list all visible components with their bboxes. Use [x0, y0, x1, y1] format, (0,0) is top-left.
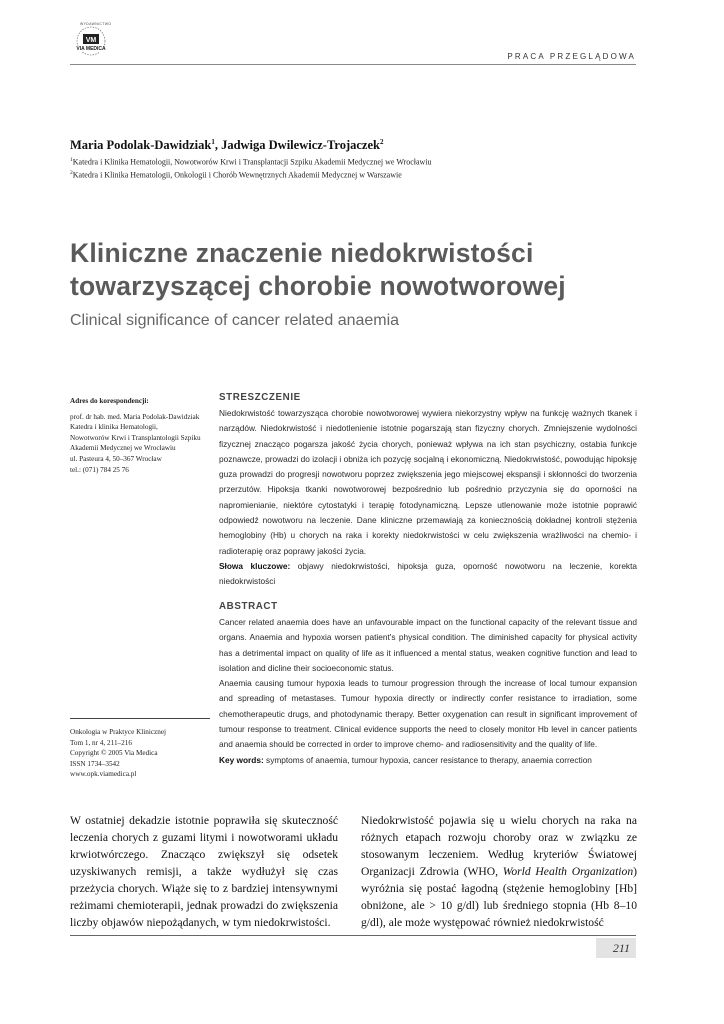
abstract-keywords: [219, 753, 637, 768]
author-2-affil: 2: [379, 138, 384, 146]
journal-line: Onkologia w Praktyce Klinicznej: [70, 728, 167, 736]
bottom-divider: [70, 935, 636, 936]
body-column-2: [361, 812, 637, 931]
correspondence-block: [70, 396, 210, 475]
streszczenie-text: Niedokrwistość towarzysząca chorobie nowotworowej wywiera niekorzystny wpływ na funkcję ważnych tkanek i narządów. Niedokrwistość i niedotlenienie istotnie pogarszają stan fizyczny chorych. Zmniejszenie wydolności fizycznej znacząco pogarsza jakość życia chorych, ponieważ wpływa na ich stan psychiczny, ostabia funkcje poznawcze, prowadzi do izolacji i obniża ich pozycję socjalną i ekonomiczną. Niedokrwistość, powodując hipoksję guza prowadzi do progresji nowotworu poprzez zwiększenia jego miejscowej ekspansji i skłonności do tworzenia przerzutów. Hipoksja tkanki nowotworowej bezpośrednio lub pośrednio przyczynia się do oporności na napromienianie, niektóre cytostatyki i terapię fotodynamiczną. Lepsze utlenowanie może istotnie poprawić odpowiedź nowotworu na leczenie. Dane kliniczne przemawiają za koniecznością dokładnej kontroli stężenia hemoglobiny (Hb) u chorych na raka i korekty niedokrwistości w celu zwiększenia wrażliwości na chemio- i radioterapię oraz poprawy jakości życia.: [219, 408, 637, 556]
affiliation-1-text: Katedra i Klinika Hematologii, Nowotworów Krwi i Transplantacji Szpiku Akademii Medycznej we Wrocławiu: [72, 157, 432, 167]
correspondence-line: tel.: (071) 784 25 76: [70, 465, 129, 474]
author-1-affil: 1: [211, 138, 215, 146]
affiliation-2-number: 2: [70, 170, 73, 176]
affiliation-2: [70, 170, 402, 180]
abstract-paragraph-1: Cancer related anaemia does have an unfavourable impact on the functional capacity of the relevant tissue and organs. Anaemia and hypoxia worsen patient's physical condition. The diminished capacity for physical activity has a detrimental impact on quality of life as it influenced a mental status, weaken cognitive function and lead to isolation and dicline their socioeconomic status.: [219, 617, 637, 673]
streszczenie-heading: STRESZCZENIE: [219, 392, 301, 403]
journal-line: Copyright © 2005 Via Medica: [70, 749, 158, 758]
streszczenie-section: [219, 392, 637, 590]
keywords-en: symptoms of anaemia, tumour hypoxia, cancer resistance to therapy, anaemia correction: [263, 754, 592, 765]
title-line-1: Kliniczne znaczenie niedokrwistości: [70, 238, 534, 268]
keywords-label-en: Key words:: [219, 754, 264, 765]
journal-divider: [70, 718, 210, 719]
abstract-section: [219, 601, 637, 768]
journal-url[interactable]: www.opk.viamedica.pl: [70, 770, 137, 779]
logo-text: VIA MEDICA: [70, 46, 112, 52]
abstract-heading: ABSTRACT: [219, 601, 278, 612]
author-2: Jadwiga Dwilewicz-Trojaczek: [221, 138, 380, 153]
journal-line: ISSN 1734–3542: [70, 759, 120, 768]
article-subtitle: Clinical significance of cancer related anaemia: [70, 312, 400, 329]
svg-text:VM: VM: [85, 37, 97, 44]
keywords-pl: objawy niedokrwistości, hipoksja guza, oporność nowotworu na leczenie, korekta niedokrwistości: [219, 560, 638, 587]
affiliation-2-text: Katedra i Klinika Hematologii, Onkologii i Chorób Wewnętrznych Akademii Medycznej w Warszawie: [72, 170, 402, 180]
article-title: [70, 237, 670, 303]
body-column-1: W ostatniej dekadzie istotnie poprawiła się skuteczność leczenia chorych z guzami litymi i nowotworami układu krwiotwórczego. Znacząco zwiększył się odsetek uzyskiwanych remisji, a także wydłużył się czas przeżycia chorych. Wiąże się to z bardziej intensywnymi reżimami chemioterapii, jednak prowadzi do zwiększenia liczby objawów niepożądanych, w tym niedokrwistości.: [70, 814, 338, 929]
title-line-2: towarzyszącej chorobie nowotworowej: [70, 271, 566, 301]
abstract-paragraph-2: Anaemia causing tumour hypoxia leads to tumour progression through the increase of local tumour expansion and spreading of metastases. Tumour hypoxia directly or indirectly confer resistance to irradiation, some chemotherapeutic drugs, and photodynamic therapy. Better oxygenation can result in significant improvement of tumour response to treatment. Clinical evidence supports the need to closely monitor Hb level in cancer patients and anaemia should be corrected in order to improve chemo- and radiosensitivity and the quality of life.: [219, 678, 637, 750]
affiliation-1-number: 1: [70, 157, 73, 163]
correspondence-heading: Adres do korespondencji:: [70, 397, 149, 405]
authors-line: [70, 138, 383, 153]
correspondence-line: Nowotworów Krwi i Transplantologii Szpiku: [70, 433, 201, 442]
journal-line: Tom 1, nr 4, 211–216: [70, 738, 132, 747]
author-1: Maria Podolak-Dawidziak: [70, 138, 212, 153]
body-column-2-italic: World Health Organization: [502, 865, 634, 878]
correspondence-line: Akademii Medycznej we Wrocławiu: [70, 444, 176, 453]
correspondence-line: Katedra i klinika Hematologii,: [70, 423, 158, 432]
via-medica-logo: [66, 22, 116, 60]
logo-ring-text: WYDAWNICTWO: [80, 22, 112, 26]
section-label: PRACA PRZEGLĄDOWA: [507, 52, 636, 61]
body-column-2-start: Niedokrwistość pojawia się u wielu chorych na raka na różnych etapach rozwoju choroby oraz w związku ze stosowanym leczeniem. Według kryteriów Światowej Organizacji Zdrowia (WHO,: [361, 814, 637, 878]
streszczenie-keywords: [219, 559, 637, 590]
journal-info: [70, 727, 215, 780]
keywords-label-pl: Słowa kluczowe:: [219, 560, 291, 571]
page-number: 211: [596, 938, 636, 958]
correspondence-line: ul. Pasteura 4, 50–367 Wrocław: [70, 454, 162, 463]
correspondence-line: prof. dr hab. med. Maria Podolak-Dawidziak: [70, 412, 200, 421]
affiliation-1: [70, 157, 432, 167]
body-column-2-end: ) wyróżnia się postać łagodną (stężenie hemoglobiny [Hb] obniżone, ale > 10 g/dl) lub średniego stopnia (Hb 8–10 g/dl), ale może występować również niedokrwistość: [361, 865, 637, 929]
author-separator: ,: [214, 138, 222, 153]
top-divider: [70, 64, 636, 65]
